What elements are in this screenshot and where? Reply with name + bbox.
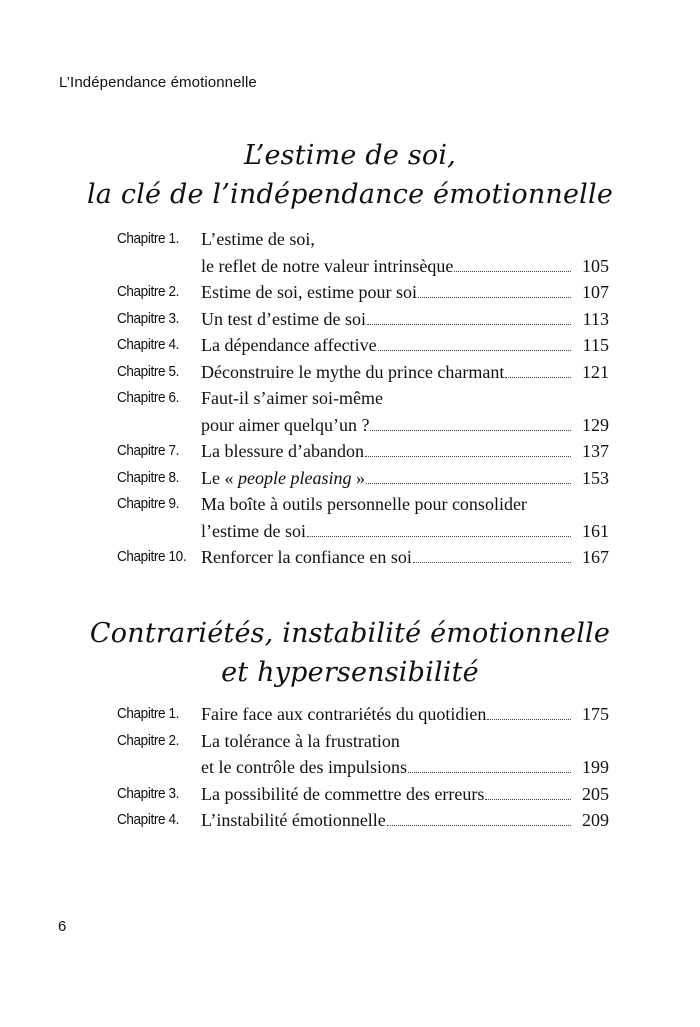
dot-leader xyxy=(365,455,571,457)
page-number: 175 xyxy=(582,704,609,724)
page-folio: 6 xyxy=(58,918,67,935)
dot-leader xyxy=(485,798,571,800)
chapter-number: Chapitre 7. xyxy=(117,442,180,459)
entry-title-suffix: » xyxy=(351,467,365,488)
page-number: 167 xyxy=(582,547,609,567)
entry-title: Un test d’estime de soi xyxy=(201,308,366,329)
section-title-line: et hypersensibilité xyxy=(221,657,479,688)
entry-title: L’instabilité émotionnelle xyxy=(201,810,386,830)
table-of-contents xyxy=(117,701,609,834)
chapter-number: Chapitre 4. xyxy=(117,811,180,828)
table-of-contents xyxy=(117,226,609,571)
page-number: 115 xyxy=(582,335,609,355)
dot-leader xyxy=(366,482,571,484)
entry-title-line: Ma boîte à outils personnelle pour consolider xyxy=(201,494,527,514)
entry-title: Faire face aux contrariétés du quotidien xyxy=(201,704,487,724)
entry-title xyxy=(201,465,365,492)
chapter-number: Chapitre 2. xyxy=(117,731,180,749)
chapter-number: Chapitre 10. xyxy=(117,548,187,565)
chapter-number: Chapitre 1. xyxy=(117,705,180,722)
entry-title-line: La tolérance à la frustration xyxy=(201,730,400,751)
entry-title: Renforcer la confiance en soi xyxy=(201,547,412,567)
toc-entry[interactable] xyxy=(117,226,609,279)
entry-title: le reflet de notre valeur intrinsèque xyxy=(201,255,454,276)
page-number: 121 xyxy=(582,361,609,382)
entry-title: La blessure d’abandon xyxy=(201,441,364,461)
toc-entry[interactable] xyxy=(117,332,609,359)
dot-leader xyxy=(505,376,571,378)
dot-leader xyxy=(367,323,571,325)
chapter-number: Chapitre 5. xyxy=(117,362,180,380)
section-title xyxy=(0,614,700,692)
dot-leader xyxy=(387,824,571,826)
toc-entry[interactable] xyxy=(117,438,609,465)
page-number: 107 xyxy=(582,282,609,302)
entry-title: pour aimer quelqu’un ? xyxy=(201,414,370,435)
dot-leader xyxy=(413,561,571,563)
dot-leader xyxy=(378,349,571,351)
chapter-number: Chapitre 3. xyxy=(117,309,180,327)
entry-title: l’estime de soi xyxy=(201,520,306,541)
toc-entry[interactable] xyxy=(117,807,609,834)
chapter-number: Chapitre 3. xyxy=(117,784,180,802)
running-head: L’Indépendance émotionnelle xyxy=(59,74,257,91)
toc-entry[interactable] xyxy=(117,306,609,333)
dot-leader xyxy=(307,535,571,537)
page-number: 199 xyxy=(582,757,609,777)
entry-title-line: L’estime de soi, xyxy=(201,229,315,249)
entry-title-line: Faut-il s’aimer soi-même xyxy=(201,388,383,408)
page-number: 209 xyxy=(582,810,609,830)
dot-leader xyxy=(370,429,571,431)
entry-title: et le contrôle des impulsions xyxy=(201,757,407,777)
toc-entry[interactable] xyxy=(117,385,609,438)
dot-leader xyxy=(408,771,571,773)
entry-title: Estime de soi, estime pour soi xyxy=(201,282,417,302)
page-number: 105 xyxy=(582,255,609,276)
chapter-number: Chapitre 1. xyxy=(117,230,180,247)
toc-entry[interactable] xyxy=(117,781,609,808)
toc-entry[interactable] xyxy=(117,701,609,728)
section-title xyxy=(0,136,700,214)
chapter-number: Chapitre 9. xyxy=(117,495,180,512)
toc-entry[interactable] xyxy=(117,465,609,492)
toc-entry[interactable] xyxy=(117,728,609,781)
toc-entry[interactable] xyxy=(117,359,609,386)
dot-leader xyxy=(454,270,571,272)
page-number: 129 xyxy=(582,414,609,435)
toc-entry[interactable] xyxy=(117,491,609,544)
entry-title-emphasis: people pleasing xyxy=(237,467,352,488)
chapter-number: Chapitre 8. xyxy=(117,468,180,486)
section-title-line: L’estime de soi, xyxy=(244,140,456,171)
toc-entry[interactable] xyxy=(117,279,609,306)
entry-title: La dépendance affective xyxy=(201,335,377,355)
dot-leader xyxy=(418,296,571,298)
entry-title: Déconstruire le mythe du prince charmant xyxy=(201,361,505,382)
page-number: 113 xyxy=(582,308,609,329)
toc-entry[interactable] xyxy=(117,544,609,571)
page-number: 137 xyxy=(582,441,609,461)
section-title-line: Contrariétés, instabilité émotionnelle xyxy=(89,618,611,649)
chapter-number: Chapitre 2. xyxy=(117,283,180,300)
entry-title-prefix: Le « xyxy=(201,467,238,488)
chapter-number: Chapitre 4. xyxy=(117,336,180,353)
section-title-line: la clé de l’indépendance émotionnelle xyxy=(86,179,614,210)
page-number: 205 xyxy=(582,783,609,804)
entry-title: La possibilité de commettre des erreurs xyxy=(201,783,485,804)
dot-leader xyxy=(487,718,571,720)
page-number: 161 xyxy=(582,520,609,541)
chapter-number: Chapitre 6. xyxy=(117,389,180,406)
page-number: 153 xyxy=(582,467,609,488)
